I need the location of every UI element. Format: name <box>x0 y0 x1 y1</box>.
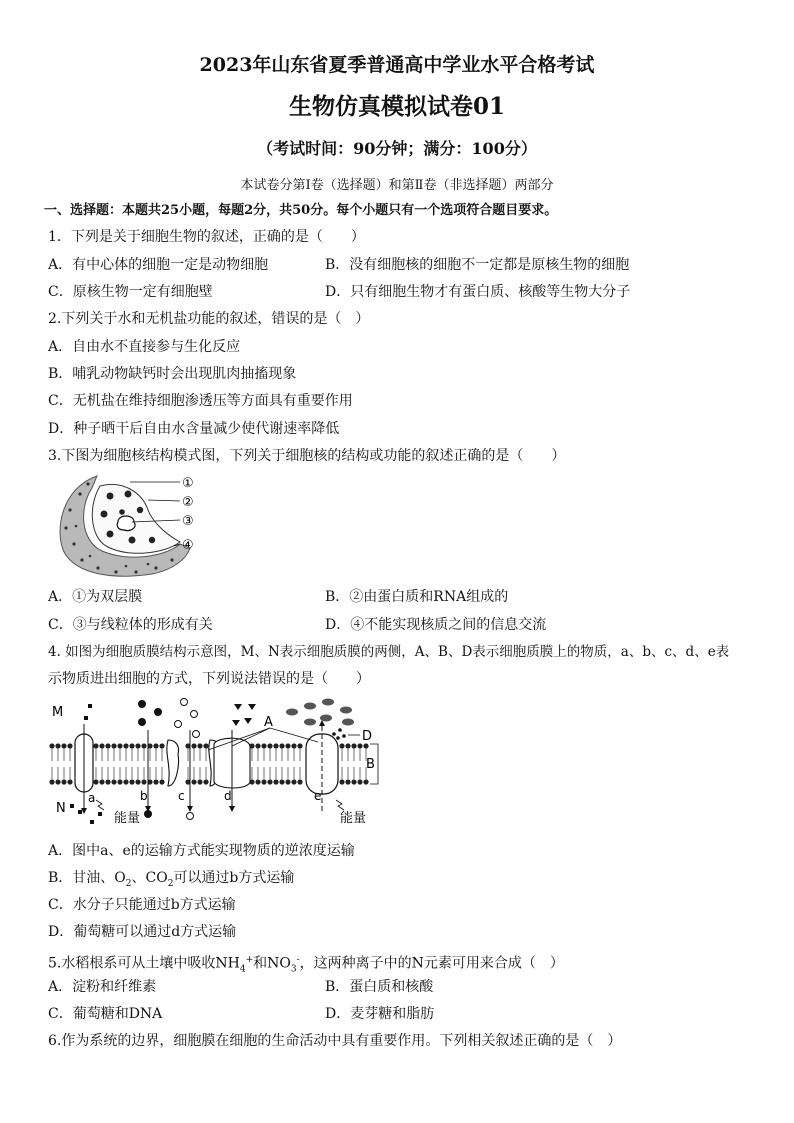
q5-option-a: A．淀粉和纤维素 <box>48 979 157 995</box>
label-d-upper: D <box>362 729 373 744</box>
label-m: M <box>52 705 64 720</box>
label-c-lower: c <box>178 789 185 803</box>
section-heading: 一、选择题：本题共25小题，每题2分，共50分。每个小题只有一个选项符合题目要求。 <box>44 203 558 218</box>
label-energy-1: 能量 <box>114 811 141 826</box>
q3-option-a: A．①为双层膜 <box>48 589 143 605</box>
q4-stem-line2: 示物质进出细胞的方式，下列说法错误的是（ ） <box>48 671 370 687</box>
q4-option-b: B．甘油、$O_2$、$CO_2$可以通过b方式运输 <box>48 870 295 889</box>
q3-option-c: C．③与线粒体的形成有关 <box>48 617 213 633</box>
q6-stem: 6.作为系统的边界，细胞膜在细胞的生命活动中具有重要作用。下列相关叙述正确的是（ ） <box>48 1033 622 1049</box>
label-b-lower: b <box>140 789 148 803</box>
q4-option-d: D．葡萄糖可以通过d方式运输 <box>48 924 237 940</box>
q1-option-b: B．没有细胞核的细胞不一定都是原核生物的细胞 <box>325 257 630 273</box>
q3-label-2: ② <box>182 495 194 510</box>
q2-stem: 2.下列关于水和无机盐功能的叙述，错误的是（ ） <box>48 311 370 327</box>
membrane-diagram <box>48 694 388 834</box>
nucleus-diagram <box>52 470 212 582</box>
q3-option-b: B．②由蛋白质和RNA组成的 <box>325 589 509 605</box>
q1-stem: 1．下列是关于细胞生物的叙述，正确的是（ ） <box>48 229 365 245</box>
q5-option-b: B．蛋白质和核酸 <box>325 979 434 995</box>
q1-option-c: C．原核生物一定有细胞壁 <box>48 284 213 300</box>
q2-option-d: D．种子晒干后自由水含量减少使代谢速率降低 <box>48 421 340 437</box>
q5-option-d: D．麦芽糖和脂肪 <box>325 1006 435 1022</box>
label-energy-2: 能量 <box>340 811 367 826</box>
q3-label-3: ③ <box>182 514 194 529</box>
q3-label-1: ① <box>182 476 194 491</box>
q4-stem-line1: 4. 如图为细胞质膜结构示意图，M、N表示细胞质膜的两侧，A、B、D表示细胞质膜上的物质，a、b、c、d、e表 <box>48 644 730 660</box>
label-b-upper: B <box>366 757 375 772</box>
q2-option-c: C．无机盐在维持细胞渗透压等方面具有重要作用 <box>48 393 353 409</box>
q3-label-4: ④ <box>182 538 194 553</box>
q5-stem: 5.水稻根系可从土壤中吸收$NH_4^+$和$NO_3^-$，这两种离子中的N元素可用来合成（ ） <box>48 955 564 975</box>
label-a-upper: A <box>264 715 273 730</box>
q4-option-c: C．水分子只能通过b方式运输 <box>48 897 236 913</box>
q1-option-a: A．有中心体的细胞一定是动物细胞 <box>48 257 269 273</box>
q1-option-d: D．只有细胞生物才有蛋白质、核酸等生物大分子 <box>325 284 631 300</box>
label-d-lower: d <box>224 789 232 803</box>
exam-subtitle: 生物仿真模拟试卷01 <box>288 93 505 120</box>
q2-option-a: A．自由水不直接参与生化反应 <box>48 339 241 355</box>
q2-option-b: B．哺乳动物缺钙时会出现肌肉抽搐现象 <box>48 366 297 382</box>
q3-stem: 3.下图为细胞核结构模式图，下列关于细胞核的结构或功能的叙述正确的是（ ） <box>48 448 566 464</box>
exam-time-score: （考试时间：90分钟；满分：100分） <box>257 139 537 158</box>
exam-note: 本试卷分第Ⅰ卷（选择题）和第Ⅱ卷（非选择题）两部分 <box>240 178 554 193</box>
q3-option-d: D．④不能实现核质之间的信息交流 <box>325 617 547 633</box>
label-e-lower: e <box>314 789 322 803</box>
q4-option-a: A．图中a、e的运输方式能实现物质的逆浓度运输 <box>48 843 355 859</box>
exam-title: 2023年山东省夏季普通高中学业水平合格考试 <box>199 54 595 76</box>
label-a-lower: a <box>88 791 96 805</box>
q5-option-c: C．葡萄糖和DNA <box>48 1006 163 1022</box>
label-n: N <box>56 801 66 816</box>
